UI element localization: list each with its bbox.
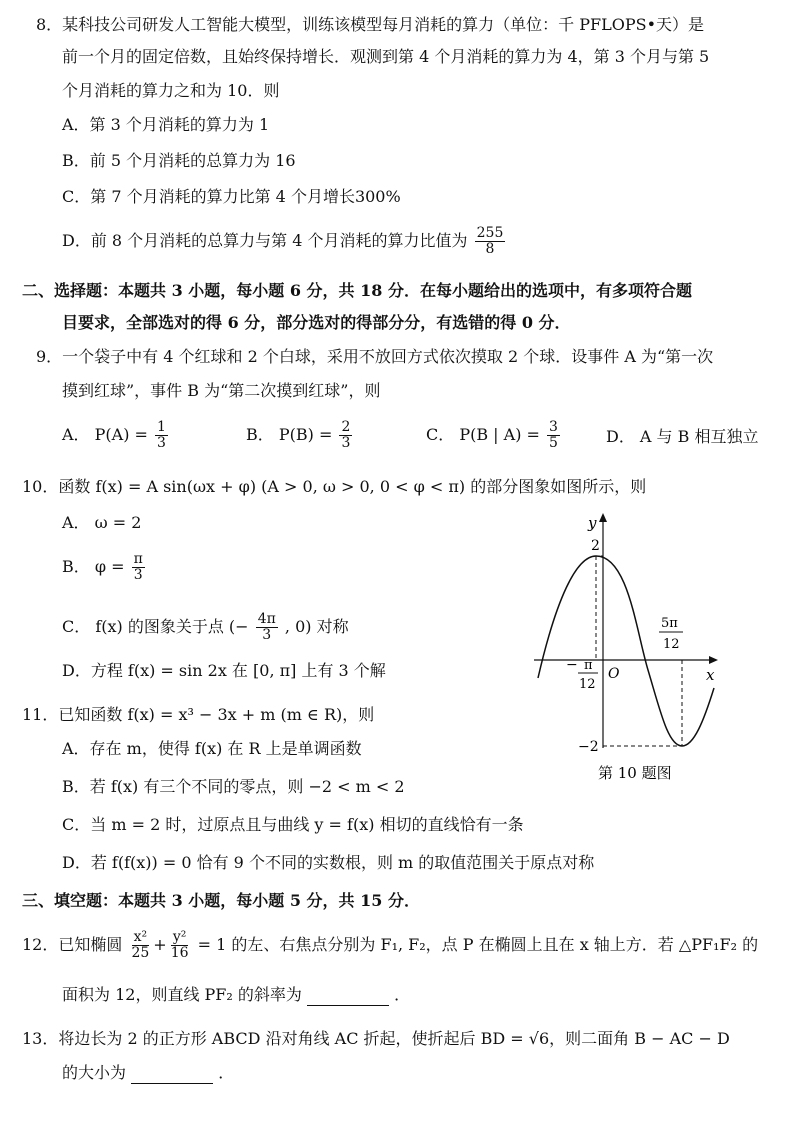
q8-option-d-text: D．前 8 个月消耗的总算力与第 4 个月消耗的算力比值为 xyxy=(62,231,468,250)
q8-option-d-fraction xyxy=(475,226,506,257)
figure-caption: 第 10 题图 xyxy=(598,764,672,782)
q12-line2-end: ． xyxy=(394,985,411,1004)
q12-line2-text: 面积为 12，则直线 PF₂ 的斜率为 xyxy=(62,985,302,1004)
q13-answer-blank[interactable] xyxy=(131,1067,213,1084)
x-axis-arrow xyxy=(709,656,718,664)
left-tick-numerator: π xyxy=(584,658,593,673)
min-value-label: −2 xyxy=(578,739,599,755)
fraction-numerator: 255 xyxy=(476,225,504,241)
section2-heading-line2: 目要求，全部选对的得 6 分，部分选对的得部分分，有选错的得 0 分． xyxy=(62,313,571,332)
sine-curve xyxy=(538,556,714,746)
q10-option-b-fraction xyxy=(132,552,145,583)
q10-option-c xyxy=(62,612,349,643)
q10-option-d: D．方程 f(x) = sin 2x 在 [0, π] 上有 3 个解 xyxy=(62,661,386,680)
q12-plus: + xyxy=(153,935,167,954)
q13-line2-end: ． xyxy=(218,1063,235,1082)
right-tick-denominator: 12 xyxy=(663,637,680,652)
origin-label: O xyxy=(608,666,620,682)
q10-figure xyxy=(528,510,728,790)
q12-stem-line2 xyxy=(62,984,410,1006)
q9-stem-line2: 摸到红球”，事件 B 为“第二次摸到红球”，则 xyxy=(62,381,381,400)
q11-option-b: B．若 f(x) 有三个不同的零点，则 −2 < m < 2 xyxy=(62,777,405,796)
fraction-denominator: 3 xyxy=(133,567,143,583)
right-tick-numerator: 5π xyxy=(661,616,678,631)
section2-heading-line1: 二、选择题：本题共 3 小题，每小题 6 分，共 18 分．在每小题给出的选项中，有多项符合题 xyxy=(22,281,692,300)
fraction-numerator: y² xyxy=(172,929,187,945)
q9-option-b xyxy=(246,420,354,451)
y-axis-label: y xyxy=(588,514,597,532)
fraction-denominator: 16 xyxy=(170,945,189,961)
q10-option-c-fraction xyxy=(256,612,278,643)
q9-option-c-fraction xyxy=(547,420,560,451)
q8-stem-line2: 前一个月的固定倍数，且始终保持增长．观测到第 4 个月消耗的算力为 4，第 3 个月与第 5 xyxy=(62,47,710,66)
fraction-denominator: 25 xyxy=(131,945,150,961)
q8-stem-line3: 个月消耗的算力之和为 10．则 xyxy=(62,81,280,100)
q10-option-c-text: C． f(x) 的图象关于点 (− xyxy=(62,617,249,636)
q8-option-b: B．前 5 个月消耗的总算力为 16 xyxy=(62,151,296,170)
q10-option-c-suffix: , 0) 对称 xyxy=(284,617,349,636)
fraction-numerator: 2 xyxy=(341,419,351,435)
left-tick-denominator: 12 xyxy=(579,677,596,692)
q12-fraction-x xyxy=(129,930,151,961)
q9-option-c xyxy=(426,420,562,451)
fraction-denominator: 3 xyxy=(341,435,351,451)
q11-option-c: C．当 m = 2 时，过原点且与曲线 y = f(x) 相切的直线恰有一条 xyxy=(62,815,524,834)
q10-stem-line1: 10．函数 f(x) = A sin(ωx + φ) (A > 0, ω > 0, 0 < φ < π) 的部分图象如图所示，则 xyxy=(22,477,647,496)
q9-option-c-text: C． P(B | A) = xyxy=(426,425,540,444)
q10-option-b xyxy=(62,552,147,583)
fraction-numerator: 3 xyxy=(549,419,558,435)
q10-option-b-text: B． φ = xyxy=(62,557,125,576)
q8-stem-line1: 8．某科技公司研发人工智能大模型，训练该模型每月消耗的算力（单位：千 PFLOPS•天）是 xyxy=(36,15,705,34)
fraction-denominator: 3 xyxy=(157,435,166,451)
q13-stem-line2 xyxy=(62,1062,234,1084)
fraction-denominator: 8 xyxy=(485,241,495,257)
fraction-numerator: x² xyxy=(133,929,148,945)
q12-stem-line1 xyxy=(22,930,758,961)
fraction-numerator: 1 xyxy=(157,419,166,435)
q9-option-a-text: A． P(A) = xyxy=(62,425,148,444)
q11-stem-line1: 11．已知函数 f(x) = x³ − 3x + m (m ∈ R)，则 xyxy=(22,705,375,724)
fraction-numerator: 4π xyxy=(257,611,276,627)
q12-prefix: 12．已知椭圆 xyxy=(22,935,123,954)
q9-option-b-text: B． P(B) = xyxy=(246,425,333,444)
q9-option-b-fraction xyxy=(339,420,352,451)
q13-line2-text: 的大小为 xyxy=(62,1063,127,1082)
fraction-denominator: 5 xyxy=(549,435,558,451)
q8-option-c: C．第 7 个月消耗的算力比第 4 个月增长300% xyxy=(62,187,401,206)
q9-stem-line1: 9．一个袋子中有 4 个红球和 2 个白球，采用不放回方式依次摸取 2 个球．设事件 A 为“第一次 xyxy=(36,347,714,366)
section3-heading: 三、填空题：本题共 3 小题，每小题 5 分，共 15 分． xyxy=(22,891,420,910)
q12-answer-blank[interactable] xyxy=(307,989,389,1006)
q12-fraction-y xyxy=(169,930,191,961)
max-value-label: 2 xyxy=(591,538,600,554)
q9-option-d: D． A 与 B 相互独立 xyxy=(606,427,759,446)
q13-stem-line1: 13．将边长为 2 的正方形 ABCD 沿对角线 AC 折起，使折起后 BD = √6，则二面角 B − AC − D xyxy=(22,1029,730,1048)
fraction-denominator: 3 xyxy=(262,627,272,643)
q9-option-a-fraction xyxy=(155,420,168,451)
x-axis-label: x xyxy=(706,666,715,684)
fraction-numerator: π xyxy=(133,551,143,567)
q11-option-d: D．若 f(f(x)) = 0 恰有 9 个不同的实数根，则 m 的取值范围关于原点对称 xyxy=(62,853,595,872)
q11-option-a: A．存在 m，使得 f(x) 在 R 上是单调函数 xyxy=(62,739,362,758)
left-tick-sign: − xyxy=(566,657,578,673)
q12-stem-rest: = 1 的左、右焦点分别为 F₁, F₂，点 P 在椭圆上且在 x 轴上方．若 △PF₁F₂ 的 xyxy=(197,935,759,954)
q8-option-a: A．第 3 个月消耗的算力为 1 xyxy=(62,115,270,134)
q8-option-d xyxy=(62,226,507,257)
y-axis-arrow xyxy=(599,513,607,522)
q10-option-a: A． ω = 2 xyxy=(62,513,142,532)
q9-option-a xyxy=(62,420,170,451)
